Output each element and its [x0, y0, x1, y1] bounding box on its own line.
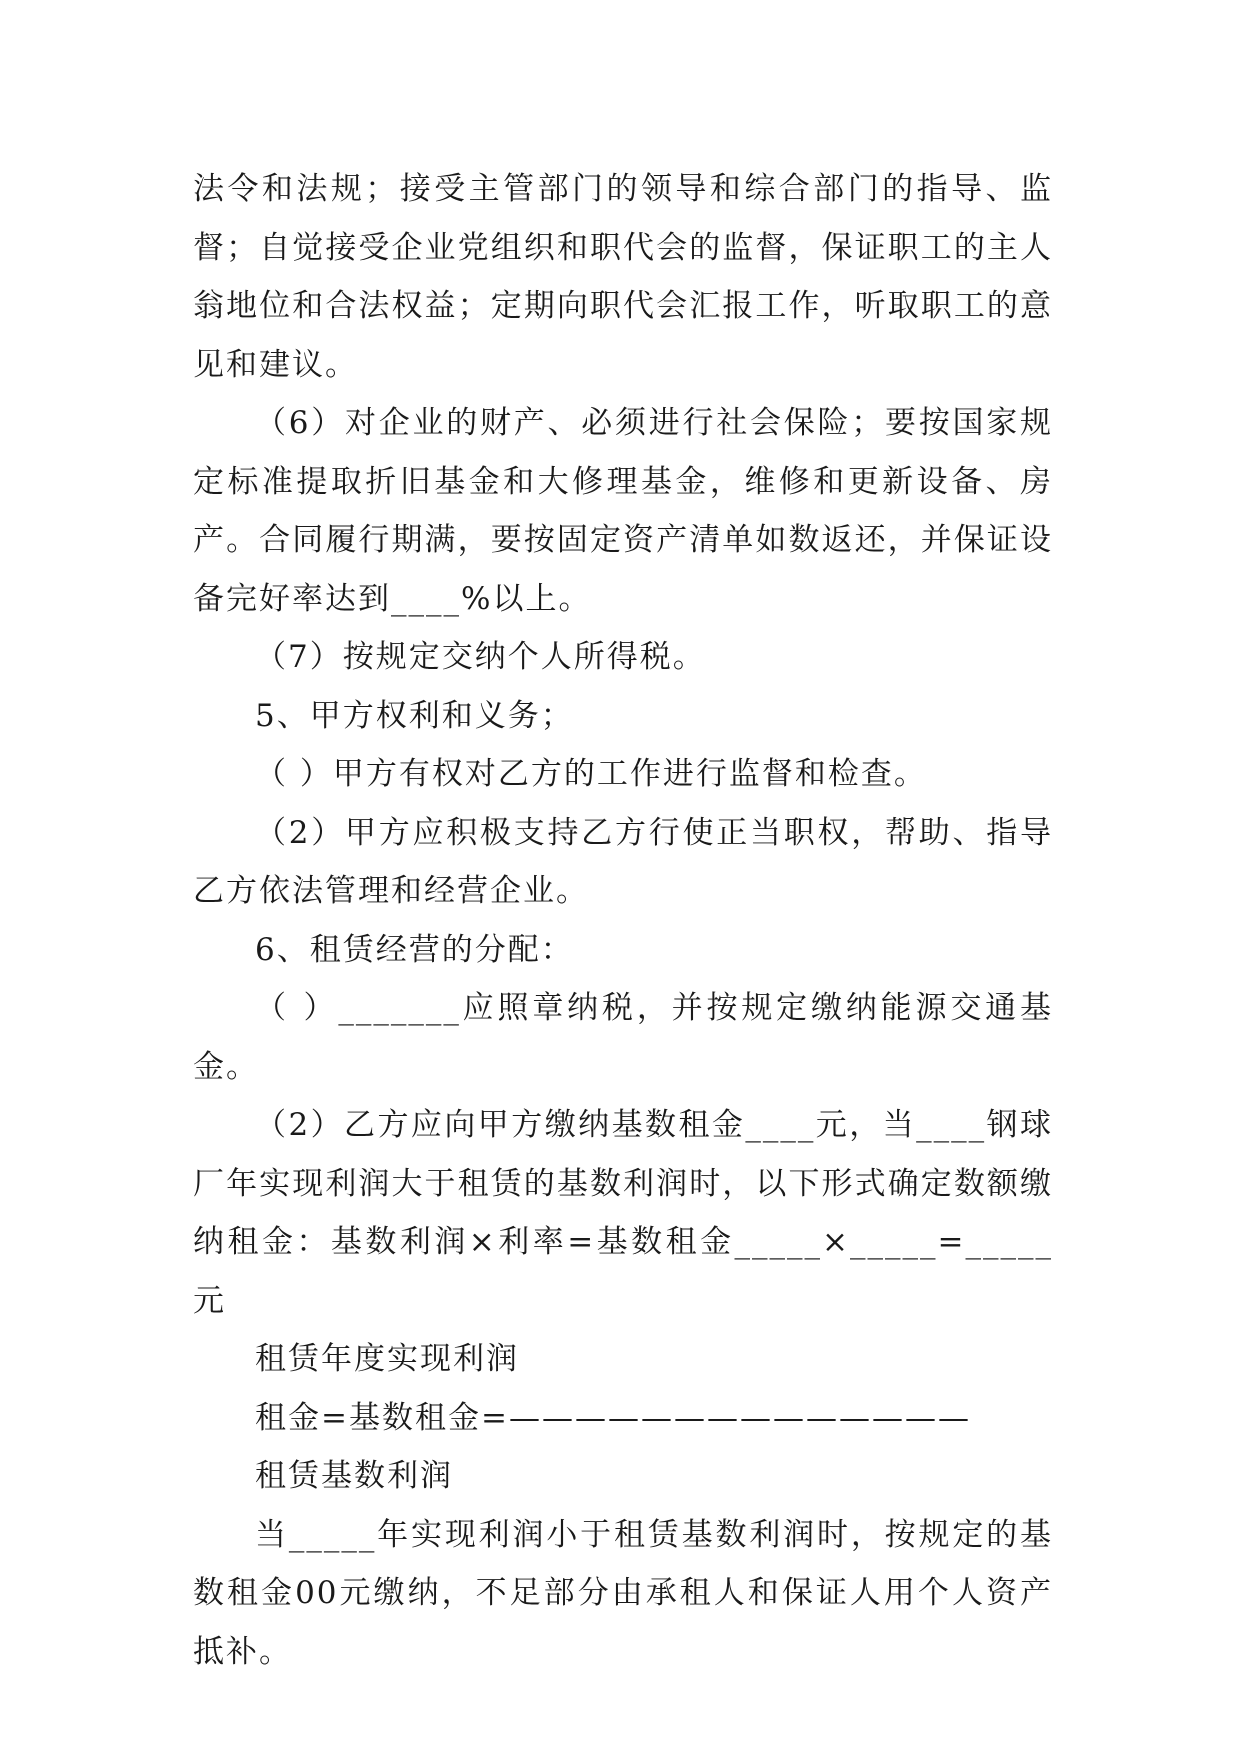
paragraph-party-a-item-1: （ ）甲方有权对乙方的工作进行监督和检查。	[255, 756, 927, 792]
paragraph-shortfall-rule: 当_____年实现利润小于租赁基数利润时，按规定的基数租金00元缴纳，不足部分由承租人和保证人用个人资产抵补。	[193, 1516, 1053, 1670]
paragraph-distribution-item-2: （2）乙方应向甲方缴纳基数租金____元，当____钢球厂年实现利润大于租赁的基数利润时，以下形式确定数额缴纳租金：基数利润×利率=基数租金_____×_____=_____元	[193, 1107, 1053, 1319]
section-6-heading: 6、租赁经营的分配：	[255, 931, 574, 968]
paragraph-party-a-item-2: （2）甲方应积极支持乙方行使正当职权，帮助、指导乙方依法管理和经营企业。	[193, 814, 1053, 909]
formula-denominator: 租赁基数利润	[255, 1458, 453, 1494]
paragraph-distribution-item-1: （ ）_______应照章纳税，并按规定缴纳能源交通基金。	[193, 990, 1053, 1085]
section-5-heading: 5、甲方权利和义务；	[255, 697, 574, 734]
document-body	[193, 160, 1053, 1681]
formula-main-line: 租金=基数租金=——————————————	[255, 1399, 971, 1436]
paragraph-item-7-tax: （7）按规定交纳个人所得税。	[255, 639, 706, 675]
paragraph-item-6-insurance: （6）对企业的财产、必须进行社会保险；要按国家规定标准提取折旧基金和大修理基金，维修和更新设备、房产。合同履行期满，要按固定资产清单如数返还，并保证设备完好率达到____%以上。	[193, 405, 1053, 617]
paragraph-continuation-supervision: 法令和法规；接受主管部门的领导和综合部门的指导、监督；自觉接受企业党组织和职代会的监督，保证职工的主人翁地位和合法权益；定期向职代会汇报工作，听取职工的意见和建议。	[193, 171, 1053, 383]
formula-numerator: 租赁年度实现利润	[255, 1341, 519, 1377]
